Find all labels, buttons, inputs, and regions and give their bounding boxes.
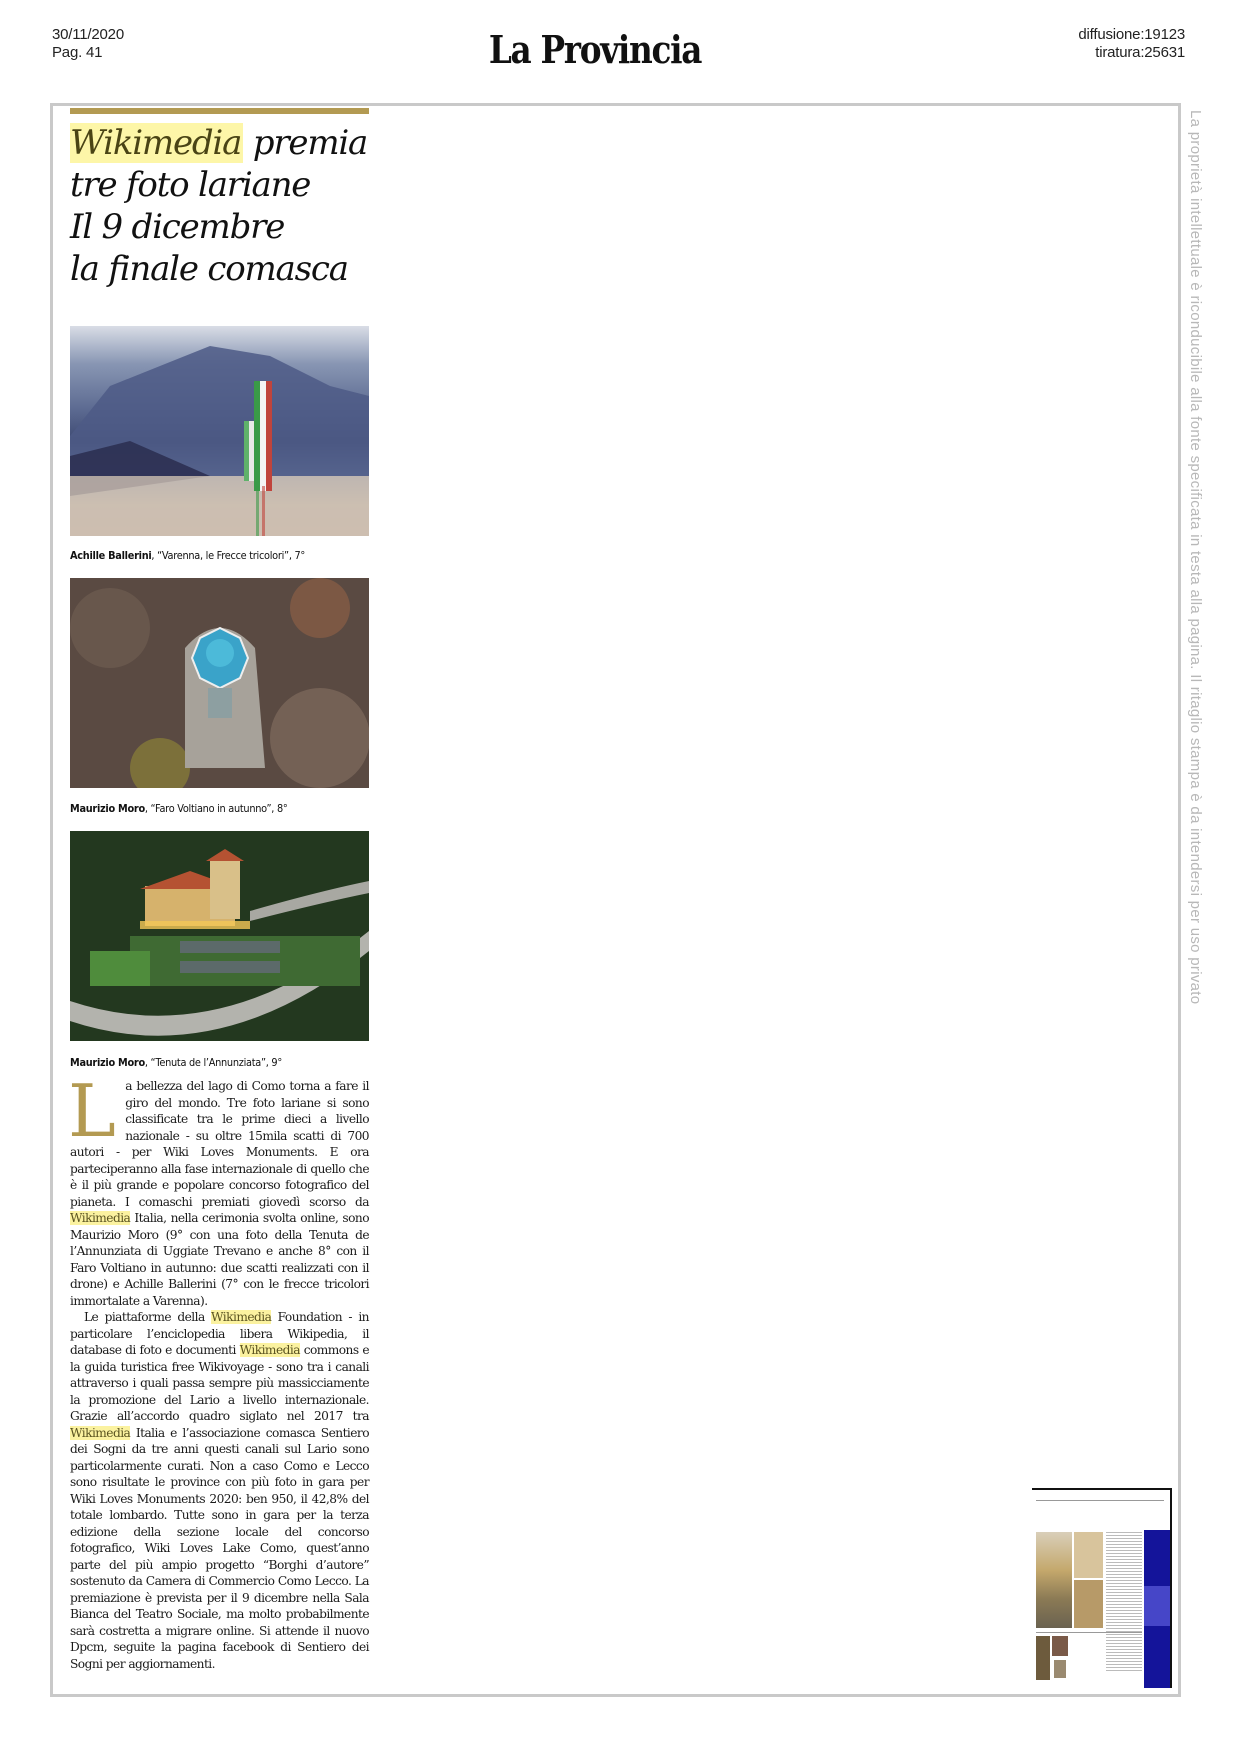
thumb-photo <box>1036 1636 1050 1680</box>
thumb-photo <box>1036 1532 1072 1628</box>
thumb-photo <box>1074 1580 1103 1628</box>
thumb-text-column <box>1106 1532 1142 1672</box>
photo-varenna-frecce <box>70 326 369 536</box>
article <box>68 108 369 1671</box>
clip-date: 30/11/2020 <box>52 26 124 43</box>
photo-caption: Achille Ballerini, “Varenna, le Frecce tricolori”, 7° <box>70 550 306 562</box>
drop-cap: L <box>68 1069 116 1153</box>
thumb-portrait <box>1052 1636 1068 1656</box>
paragraph-1: La bellezza del lago di Como torna a fare il giro del mondo. Tre foto lariane si sono classificate tra le prime dieci a livello nazionale - su oltre 15mila scatti di 700 autori - per Wiki Loves Monuments. E ora parteciperanno alla fase internazionale di quello che è il più grande e popolare concorso fotografico del pianeta. I comaschi premiati giovedì scorso da Wikimedia Italia, nella cerimonia svolta online, sono Maurizio Moro (9° con una foto della Tenuta de l’Annunziata di Uggiate Trevano e anche 8° con il Faro Voltiano in autunno: due scatti realizzati con il drone) e Achille Ballerini (7° con le frecce tricolori immortalate a Varenna). <box>68 1069 369 1308</box>
clip-meta-right <box>1078 26 1185 62</box>
photo-caption: Maurizio Moro, “Tenuta de l’Annunziata”, 9° <box>70 1057 282 1069</box>
highlight-wikimedia: Wikimedia <box>211 1310 272 1324</box>
gold-rule-divider <box>70 108 369 114</box>
landscape-photo-icon <box>70 326 369 536</box>
photo-caption: Maurizio Moro, “Faro Voltiano in autunno”, 8° <box>70 803 288 815</box>
thumb-header-rule <box>1036 1500 1164 1501</box>
newspaper-masthead: La Provincia <box>488 27 702 72</box>
photo-faro-voltiano <box>70 578 369 788</box>
highlight-wikimedia: Wikimedia <box>70 1425 131 1440</box>
photo-tenuta-annunziata <box>70 831 369 1041</box>
thumb-portrait <box>1074 1532 1103 1578</box>
highlight-wikimedia: Wikimedia <box>70 1211 131 1225</box>
thumb-photo <box>1054 1660 1066 1678</box>
aerial-photo-icon <box>70 831 369 1041</box>
watermark-text: La proprietà intellettuale è riconducibile alla fonte specificata in testa alla pagina. Il ritaglio stampa è da intendersi per uso privato <box>1187 110 1204 1005</box>
copyright-watermark <box>1186 110 1208 1090</box>
thumb-blue-photo <box>1144 1586 1170 1626</box>
clip-page: Pag. 41 <box>52 44 103 61</box>
article-headline: Wikimedia premia tre foto lariane Il 9 dicembre la finale comasca <box>70 123 368 289</box>
diffusione: diffusione:19123 <box>1078 26 1185 43</box>
aerial-photo-icon <box>70 578 369 788</box>
headline-highlight: Wikimedia <box>70 123 242 163</box>
page-thumbnail[interactable] <box>1032 1488 1172 1688</box>
article-body <box>68 1069 369 1672</box>
thumb-rule <box>1036 1632 1142 1633</box>
tiratura: tiratura:25631 <box>1095 44 1185 61</box>
paragraph-2: Le piattaforme della Wikimedia Foundation - in particolare l’enciclopedia libera Wikipedia, il database di foto e documenti Wikimedia commons e la guida turistica free Wikivoyage - sono tra i canali attraverso i quali passa sempre più massicciamente la promozione del Lario a livello internazionale. Grazie all’accordo quadro siglato nel 2017 tra Wikimedia Italia e l’associazione comasca Sentiero dei Sogni da tre anni questi canali sul Lario sono particolarmente curati. Non a caso Como e Lecco sono risultate le province con più foto in gara per Wiki Loves Monuments 2020: ben 950, il 42,8% del totale lombardo. Tutte sono in gara per la terza edizione della sezione locale del concorso fotografico, Wiki Loves Lake Como, quest’anno parte del più ampio progetto “Borghi d’autore” sostenuto da Camera di Commercio Como Lecco. La premiazione è prevista per il 9 dicembre nella Sala Bianca del Teatro Sociale, ma molto probabilmente sarà costretta a migrare online. Si attende il nuovo Dpcm, seguite la pagina facebook di Sentiero dei Sogni per aggiornamenti. <box>70 1310 369 1671</box>
highlight-wikimedia: Wikimedia <box>239 1343 300 1357</box>
